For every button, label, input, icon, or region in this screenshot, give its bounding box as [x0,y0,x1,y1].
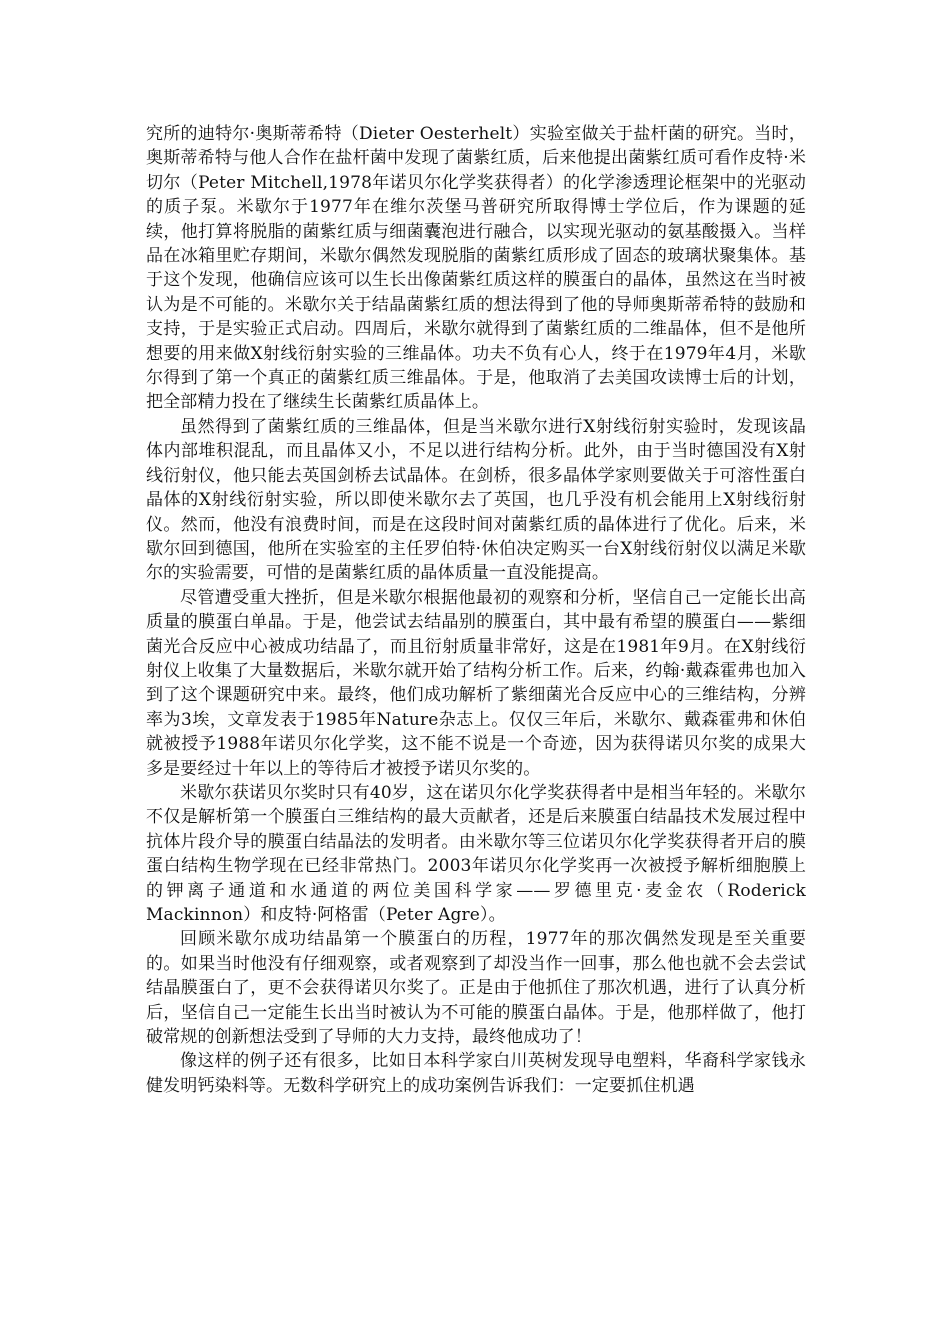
body-text [146,122,806,1098]
paragraph-1: 究所的迪特尔·奥斯蒂希特（Dieter Oesterhelt）实验室做关于盐杆菌的研究。当时，奥斯蒂希特与他人合作在盐杆菌中发现了菌紫红质，后来他提出菌紫红质可看作皮特·米切尔（Peter Mitchell,1978年诺贝尔化学奖获得者）的化学渗透理论框架中的光驱动的质子泵。米歇尔于1977年在维尔茨堡马普研究所取得博士学位后，作为课题的延续，他打算将脱脂的菌紫红质与细菌囊泡进行融合，以实现光驱动的氨基酸摄入。当样品在冰箱里贮存期间，米歇尔偶然发现脱脂的菌紫红质形成了固态的玻璃状聚集体。基于这个发现，他确信应该可以生长出像菌紫红质这样的膜蛋白的晶体，虽然这在当时被认为是不可能的。米歇尔关于结晶菌紫红质的想法得到了他的导师奥斯蒂希特的鼓励和支持，于是实验正式启动。四周后，米歇尔就得到了菌紫红质的二维晶体，但不是他所想要的用来做X射线衍射实验的三维晶体。功夫不负有心人，终于在1979年4月，米歇尔得到了第一个真正的菌紫红质三维晶体。于是，他取消了去美国攻读博士后的计划，把全部精力投在了继续生长菌紫红质晶体上。 [146,124,806,413]
paragraph-6: 像这样的例子还有很多，比如日本科学家白川英树发现导电塑料，华裔科学家钱永健发明钙染料等。无数科学研究上的成功案例告诉我们：一定要抓住机遇 [146,1051,806,1096]
paragraph-2: 虽然得到了菌紫红质的三维晶体，但是当米歇尔进行X射线衍射实验时，发现该晶体内部堆积混乱，而且晶体又小，不足以进行结构分析。此外，由于当时德国没有X射线衍射仪，他只能去英国剑桥去试晶体。在剑桥，很多晶体学家则要做关于可溶性蛋白晶体的X射线衍射实验，所以即使米歇尔去了英国，也几乎没有机会能用上X射线衍射仪。然而，他没有浪费时间，而是在这段时间对菌紫红质的晶体进行了优化。后来，米歇尔回到德国，他所在实验室的主任罗伯特·休伯决定购买一台X射线衍射仪以满足米歇尔的实验需要，可惜的是菌紫红质的晶体质量一直没能提高。 [146,416,806,584]
paragraph-3: 尽管遭受重大挫折，但是米歇尔根据他最初的观察和分析，坚信自己一定能长出高质量的膜蛋白单晶。于是，他尝试去结晶别的膜蛋白，其中最有希望的膜蛋白——紫细菌光合反应中心被成功结晶了，而且衍射质量非常好，这是在1981年9月。在X射线衍射仪上收集了大量数据后，米歇尔就开始了结构分析工作。后来，约翰·戴森霍弗也加入到了这个课题研究中来。最终，他们成功解析了紫细菌光合反应中心的三维结构，分辨率为3埃，文章发表于1985年Nature杂志上。仅仅三年后，米歇尔、戴森霍弗和休伯就被授予1988年诺贝尔化学奖，这不能不说是一个奇迹，因为获得诺贝尔奖的成果大多是要经过十年以上的等待后才被授予诺贝尔奖的。 [146,587,806,779]
paragraph-5: 回顾米歇尔成功结晶第一个膜蛋白的历程，1977年的那次偶然发现是至关重要的。如果当时他没有仔细观察，或者观察到了却没当作一回事，那么他也就不会去尝试结晶膜蛋白了，更不会获得诺贝尔奖了。正是由于他抓住了那次机遇，进行了认真分析后，坚信自己一定能生长出当时被认为不可能的膜蛋白晶体。于是，他那样做了，他打破常规的创新想法受到了导师的大力支持，最终他成功了！ [146,929,806,1048]
paragraph-4: 米歇尔获诺贝尔奖时只有40岁，这在诺贝尔化学奖获得者中是相当年轻的。米歇尔不仅是解析第一个膜蛋白三维结构的最大贡献者，还是后来膜蛋白结晶技术发展过程中抗体片段介导的膜蛋白结晶法的发明者。由米歇尔等三位诺贝尔化学奖获得者开启的膜蛋白结构生物学现在已经非常热门。2003年诺贝尔化学奖再一次被授予解析细胞膜上的钾离子通道和水通道的两位美国科学家——罗德里克·麦金农（Roderick Mackinnon）和皮特·阿格雷（Peter Agre）。 [146,782,806,925]
